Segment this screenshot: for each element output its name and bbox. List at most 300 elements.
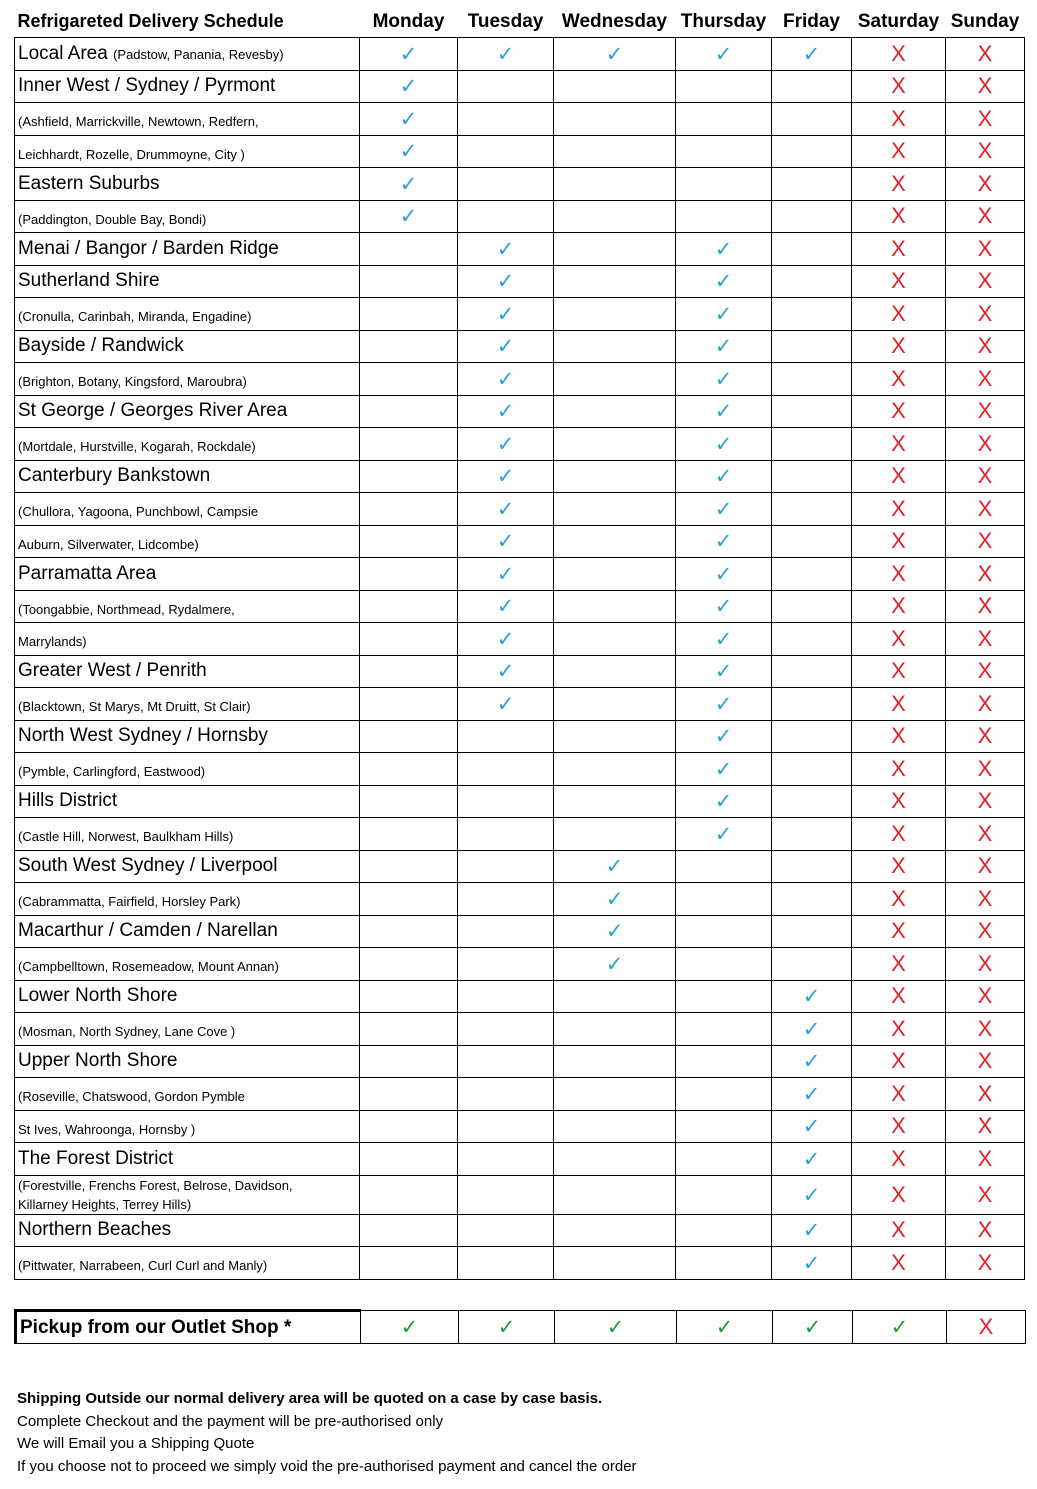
cross-icon: X [977,463,993,489]
area-suburbs: (Toongabbie, Northmead, Rydalmere, [15,590,360,623]
cell-saturday [852,395,946,428]
check-icon: ✓ [496,301,515,326]
cell-sunday [946,753,1025,786]
table-row [15,460,1025,493]
cell-monday [360,1110,458,1143]
cell-wednesday [554,590,676,623]
cell-saturday [852,1143,946,1176]
cell-friday [772,915,852,948]
check-icon: ✓ [714,366,733,391]
cross-icon: X [891,788,906,814]
cell-sunday [946,1175,1025,1214]
area-suburbs: (Mortdale, Hurstville, Kogarah, Rockdale) [15,428,360,461]
check-icon: ✓ [605,919,624,944]
cell-friday [772,1175,852,1214]
cell-friday [772,655,852,688]
cell-thursday [676,1078,772,1111]
day-tuesday: Tuesday [467,10,544,32]
cell-thursday [676,525,772,558]
cell-monday [360,298,458,331]
area-suburbs: Auburn, Silverwater, Lidcombe) [15,525,360,558]
cell-saturday [852,493,946,526]
area-name [15,233,360,266]
cell-monday [360,233,458,266]
cell-saturday [852,135,946,168]
cell-monday [360,168,458,201]
cell-saturday [852,655,946,688]
cell-friday [772,38,852,71]
cell-monday [360,525,458,558]
cell-thursday [676,428,772,461]
table-row [15,590,1025,623]
cell-monday [360,493,458,526]
check-icon: ✓ [399,106,418,131]
day-monday: Monday [372,10,445,32]
cell-friday [772,525,852,558]
cross-icon: X [977,560,993,586]
area-suburbs: St Ives, Wahroonga, Hornsby ) [15,1110,360,1143]
cross-icon: X [977,918,993,944]
cell-wednesday [554,915,676,948]
day-sunday: Sunday [950,10,1020,32]
cross-icon: X [977,170,993,196]
notes-line: We will Email you a Shipping Quote [17,1435,255,1452]
area-name-text: South West Sydney / Liverpool [18,855,278,877]
check-icon: ✓ [802,1146,821,1171]
check-icon: ✓ [496,529,515,554]
cross-icon: X [891,528,906,554]
cell-tuesday [458,135,554,168]
cell-thursday [676,818,772,851]
cross-icon: X [977,268,993,294]
table-row [15,70,1025,103]
cell-sunday [946,363,1025,396]
cell-monday [360,200,458,233]
table-row [15,850,1025,883]
cross-icon: X [978,1314,994,1339]
cell-sunday [946,265,1025,298]
area-suburbs-line: (Forestville, Frenchs Forest, Belrose, Davidson, [18,1177,293,1193]
cell-thursday [676,1045,772,1078]
cell-wednesday [554,883,676,916]
cell-saturday [852,1175,946,1214]
cell-sunday [946,168,1025,201]
area-name [15,785,360,818]
area-name [15,70,360,103]
cell-saturday [852,915,946,948]
table-row [15,1175,1025,1214]
cell-monday [361,1311,459,1344]
area-name-text: Sutherland Shire [18,270,160,292]
check-icon: ✓ [714,496,733,521]
cell-saturday [852,623,946,656]
cell-friday [772,1143,852,1176]
cell-thursday [676,460,772,493]
cell-thursday [676,135,772,168]
table-row [15,428,1025,461]
area-name-text: North West Sydney / Hornsby [18,725,268,747]
cell-monday [360,265,458,298]
cross-icon: X [891,463,906,489]
table-row [15,1078,1025,1111]
table-row [15,1110,1025,1143]
notes-heading: Shipping Outside our normal delivery area will be quoted on a case by case basis. [17,1390,603,1407]
cell-monday [360,1078,458,1111]
cross-icon: X [977,658,993,684]
cross-icon: X [977,1015,993,1041]
cell-tuesday [458,428,554,461]
cross-icon: X [891,40,906,66]
cell-thursday [676,1175,772,1214]
area-name-text: Local Area [18,42,114,64]
cell-sunday [946,1247,1025,1280]
cell-saturday [852,298,946,331]
table-row [15,298,1025,331]
area-name-text: Macarthur / Camden / Narellan [18,920,278,942]
delivery-schedule-table [14,6,1025,1280]
cell-tuesday [458,460,554,493]
cell-wednesday [554,850,676,883]
cross-icon: X [977,528,993,554]
check-icon: ✓ [496,464,515,489]
cell-friday [772,395,852,428]
area-name [15,558,360,591]
cross-icon: X [977,625,993,651]
cell-thursday [676,103,772,136]
cell-friday [772,1078,852,1111]
cross-icon: X [977,365,993,391]
cross-icon: X [891,560,906,586]
cell-wednesday [554,460,676,493]
cell-friday [772,200,852,233]
table-row [15,330,1025,363]
cross-icon: X [977,820,993,846]
cell-wednesday [554,395,676,428]
cell-wednesday [554,948,676,981]
cell-wednesday [554,558,676,591]
pickup-row [16,1311,1026,1344]
check-icon: ✓ [802,41,821,66]
table-row [15,168,1025,201]
cross-icon: X [977,788,993,814]
area-name [15,38,360,71]
cross-icon: X [977,755,993,781]
area-suburbs: (Ashfield, Marrickville, Newtown, Redfern, [15,103,360,136]
cell-wednesday [554,818,676,851]
notes-line: Complete Checkout and the payment will be pre-authorised only [17,1412,444,1430]
cross-icon: X [977,333,993,359]
table-row [15,493,1025,526]
cross-icon: X [891,1015,906,1041]
cross-icon: X [977,235,993,261]
cell-saturday [852,980,946,1013]
cell-tuesday [458,623,554,656]
cross-icon: X [977,398,993,424]
area-name [15,330,360,363]
cell-wednesday [554,428,676,461]
table-row [15,655,1025,688]
area-name-text: Parramatta Area [18,562,157,584]
cross-icon: X [891,1145,906,1171]
check-icon: ✓ [605,41,624,66]
cell-thursday [676,298,772,331]
cell-monday [360,395,458,428]
cross-icon: X [891,1080,906,1106]
cross-icon: X [891,918,906,944]
cross-icon: X [891,723,906,749]
cell-tuesday [458,493,554,526]
check-icon: ✓ [714,236,733,261]
cell-thursday [676,363,772,396]
cell-tuesday [458,948,554,981]
table-row [15,135,1025,168]
cell-thursday [676,688,772,721]
day-thursday: Thursday [680,10,767,32]
cross-icon: X [891,950,906,976]
cell-sunday [946,38,1025,71]
cell-wednesday [554,103,676,136]
cross-icon: X [977,430,993,456]
cell-wednesday [554,1078,676,1111]
cell-saturday [852,753,946,786]
area-suburbs [15,1175,360,1214]
area-name [15,980,360,1013]
cell-monday [360,1013,458,1046]
check-icon: ✓ [802,984,821,1009]
schedule-body [15,38,1025,1280]
cell-sunday [946,395,1025,428]
check-icon: ✓ [399,204,418,229]
cross-icon: X [891,658,906,684]
cell-sunday [946,558,1025,591]
cell-monday [360,655,458,688]
cell-monday [360,1247,458,1280]
table-row [15,363,1025,396]
cell-tuesday [458,590,554,623]
area-name-text: Greater West / Penrith [18,660,207,682]
cell-tuesday [458,850,554,883]
cross-icon: X [977,300,993,326]
cell-friday [772,493,852,526]
cell-friday [772,363,852,396]
cross-icon: X [977,203,993,229]
check-icon: ✓ [497,1315,516,1339]
cell-saturday [852,525,946,558]
cell-wednesday [555,1311,677,1344]
cross-icon: X [891,1048,906,1074]
cell-friday [772,1013,852,1046]
cross-icon: X [891,1249,906,1275]
cell-thursday [677,1311,773,1344]
cell-friday [772,233,852,266]
cell-sunday [946,1110,1025,1143]
check-icon: ✓ [714,464,733,489]
cell-sunday [946,428,1025,461]
cell-wednesday [554,1045,676,1078]
cell-saturday [852,233,946,266]
check-icon: ✓ [399,41,418,66]
cell-thursday [676,915,772,948]
cell-saturday [852,1013,946,1046]
notes-line: If you choose not to proceed we simply void the pre-authorised payment and cancel the order [17,1457,637,1475]
table-row [15,623,1025,656]
area-name [15,265,360,298]
check-icon: ✓ [496,236,515,261]
check-icon: ✓ [714,594,733,619]
cell-sunday [946,103,1025,136]
cross-icon: X [891,73,906,99]
check-icon: ✓ [803,1315,822,1339]
cell-wednesday [554,1110,676,1143]
cell-friday [772,1110,852,1143]
cell-saturday [852,1078,946,1111]
cell-tuesday [458,1175,554,1214]
cross-icon: X [977,723,993,749]
cross-icon: X [891,690,906,716]
cell-saturday [852,1247,946,1280]
cell-thursday [676,558,772,591]
cross-icon: X [891,235,906,261]
cell-sunday [946,948,1025,981]
cell-wednesday [554,1175,676,1214]
table-row [15,265,1025,298]
table-row [15,1143,1025,1176]
cell-tuesday [458,980,554,1013]
cell-monday [360,850,458,883]
area-suburbs-line: Killarney Heights, Terrey Hills) [18,1196,192,1212]
cross-icon: X [977,1113,993,1139]
cell-monday [360,688,458,721]
check-icon: ✓ [714,269,733,294]
cell-thursday [676,70,772,103]
check-icon: ✓ [714,756,733,781]
cell-saturday [852,883,946,916]
area-name-text: Inner West / Sydney / Pyrmont [18,75,276,97]
cell-thursday [676,590,772,623]
check-icon: ✓ [714,659,733,684]
cross-icon: X [977,1181,993,1207]
cell-thursday [676,1214,772,1247]
cell-saturday [852,70,946,103]
area-name [15,915,360,948]
area-name [15,720,360,753]
cell-tuesday [458,298,554,331]
check-icon: ✓ [714,691,733,716]
cross-icon: X [891,820,906,846]
header-row [15,6,1025,38]
cell-thursday [676,200,772,233]
table-row [15,1045,1025,1078]
cell-tuesday [459,1311,555,1344]
cross-icon: X [977,73,993,99]
check-icon: ✓ [399,139,418,164]
cell-friday [772,980,852,1013]
cell-tuesday [458,1078,554,1111]
cell-wednesday [554,70,676,103]
check-icon: ✓ [496,659,515,684]
table-row [15,395,1025,428]
cell-thursday [676,168,772,201]
cell-monday [360,623,458,656]
cell-friday [772,1214,852,1247]
cell-monday [360,558,458,591]
area-name-text: Northern Beaches [18,1219,172,1241]
cross-icon: X [977,138,993,164]
cell-tuesday [458,1247,554,1280]
cell-wednesday [554,1214,676,1247]
table-title: Refrigareted Delivery Schedule [17,11,284,31]
cell-thursday [676,850,772,883]
cell-monday [360,720,458,753]
cell-tuesday [458,883,554,916]
cell-sunday [946,818,1025,851]
cell-friday [772,590,852,623]
cell-monday [360,915,458,948]
check-icon: ✓ [496,691,515,716]
cell-tuesday [458,655,554,688]
cell-friday [772,70,852,103]
check-icon: ✓ [399,74,418,99]
cell-monday [360,103,458,136]
cross-icon: X [977,105,993,131]
cell-tuesday [458,818,554,851]
area-name-text: The Forest District [18,1147,174,1169]
cell-wednesday [554,980,676,1013]
area-suburbs: (Paddington, Double Bay, Bondi) [15,200,360,233]
check-icon: ✓ [802,1049,821,1074]
cross-icon: X [891,203,906,229]
cross-icon: X [977,1217,993,1243]
cell-monday [360,1045,458,1078]
table-row [15,103,1025,136]
cross-icon: X [891,333,906,359]
cell-sunday [946,1143,1025,1176]
cell-monday [360,1143,458,1176]
check-icon: ✓ [496,626,515,651]
check-icon: ✓ [714,399,733,424]
check-icon: ✓ [802,1182,821,1207]
check-icon: ✓ [890,1315,909,1339]
area-name [15,395,360,428]
cell-sunday [946,883,1025,916]
cell-monday [360,460,458,493]
cell-monday [360,785,458,818]
cell-monday [360,70,458,103]
area-suburbs: Leichhardt, Rozelle, Drummoyne, City ) [15,135,360,168]
cross-icon: X [891,300,906,326]
table-row [15,1247,1025,1280]
cell-tuesday [458,395,554,428]
area-name-text: Menai / Bangor / Barden Ridge [18,237,279,259]
cell-sunday [946,915,1025,948]
cross-icon: X [891,593,906,619]
cross-icon: X [891,885,906,911]
cell-friday [772,688,852,721]
table-row [15,525,1025,558]
cross-icon: X [891,138,906,164]
table-row [15,785,1025,818]
check-icon: ✓ [605,886,624,911]
table-row [15,1214,1025,1247]
cell-tuesday [458,753,554,786]
cell-friday [772,298,852,331]
area-suburbs: (Mosman, North Sydney, Lane Cove ) [15,1013,360,1046]
cell-monday [360,1175,458,1214]
cell-saturday [852,720,946,753]
cell-friday [772,1247,852,1280]
cell-tuesday [458,38,554,71]
cell-thursday [676,493,772,526]
